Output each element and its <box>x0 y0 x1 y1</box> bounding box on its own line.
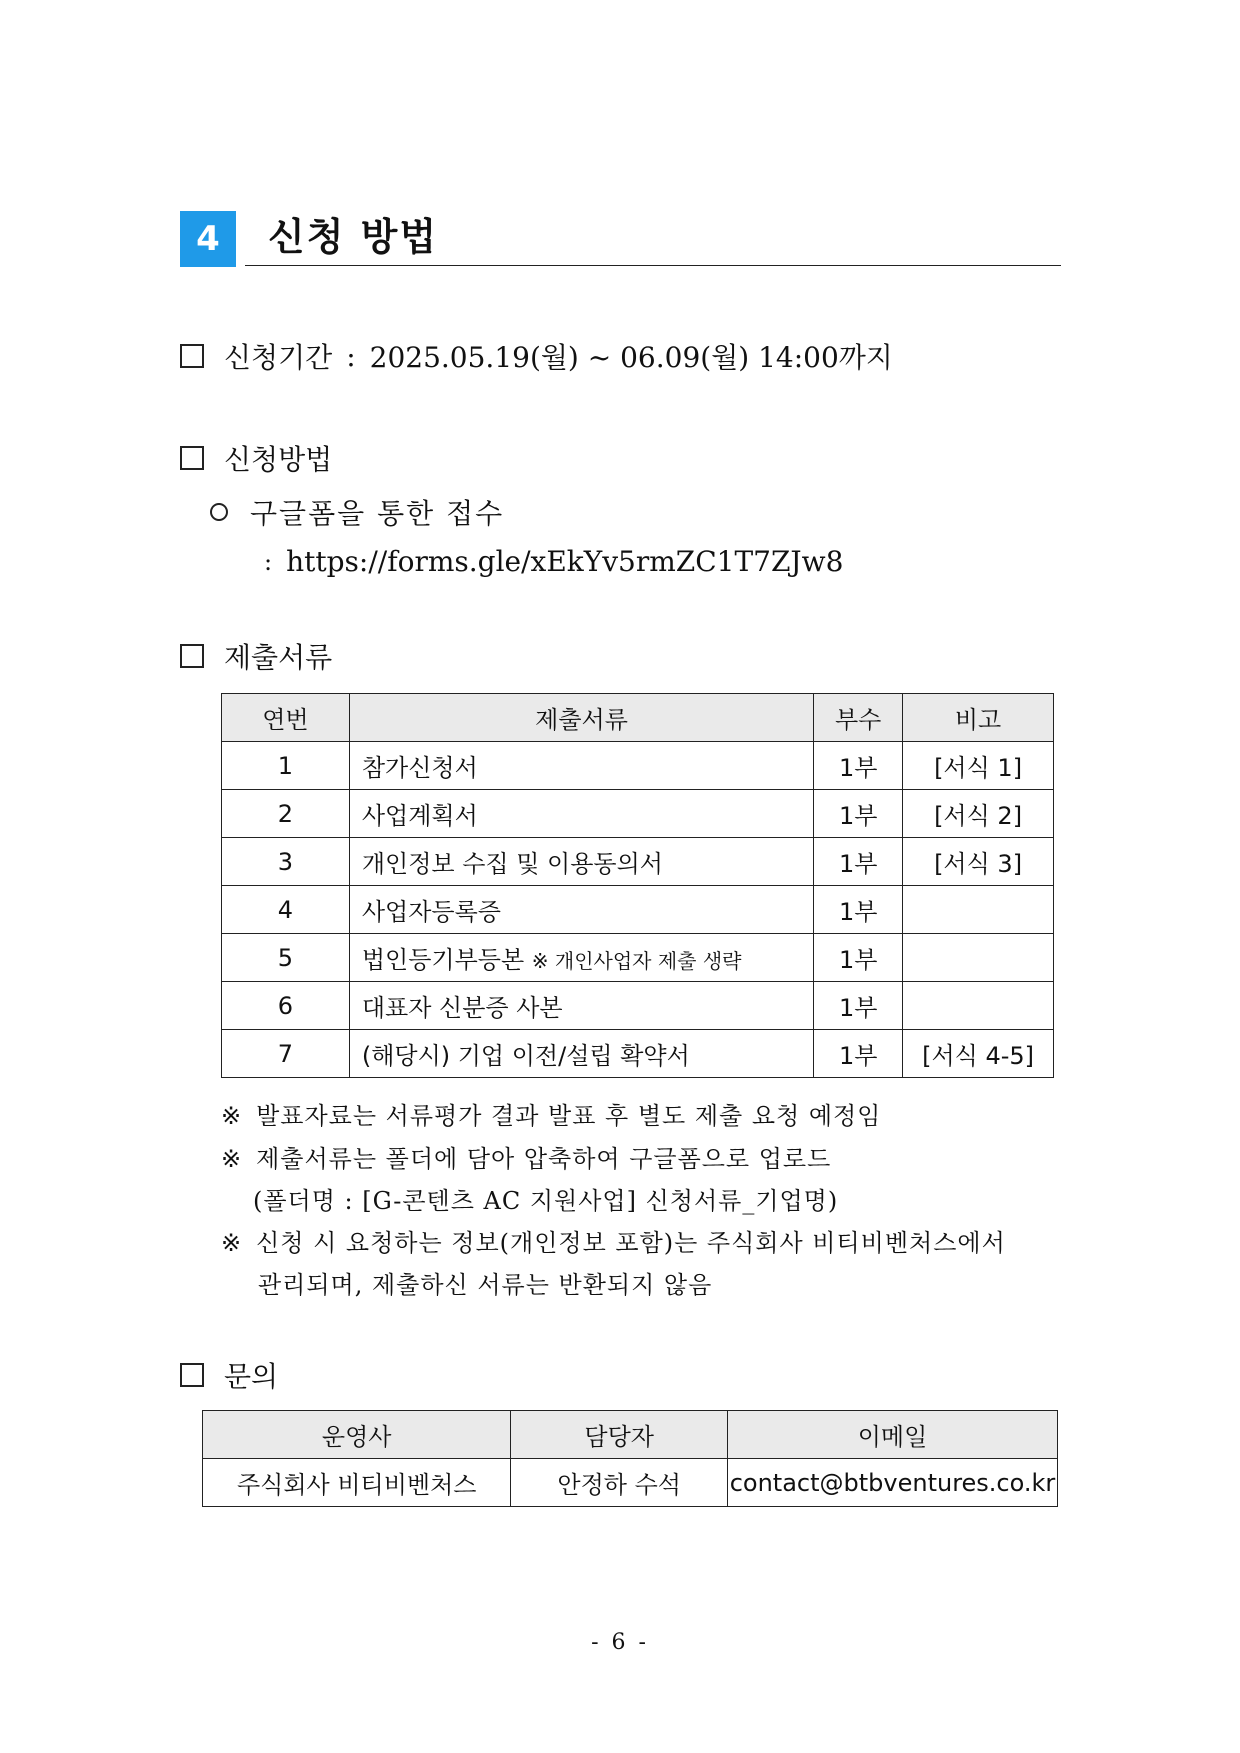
remark-3-continued: 관리되며, 제출하신 서류는 반환되지 않음 <box>258 1271 713 1299</box>
row-count: 1부 <box>814 838 903 886</box>
reference-mark: ※ <box>221 1102 243 1130</box>
row-name: (해당시) 기업 이전/설립 확약서 <box>349 1030 813 1078</box>
remark-1-text: 발표자료는 서류평가 결과 발표 후 별도 제출 요청 예정임 <box>256 1102 882 1130</box>
table-row <box>222 838 1054 886</box>
section-number-badge: 4 <box>180 211 236 267</box>
row-remark: [서식 1] <box>903 742 1054 790</box>
method-label: 신청방법 <box>224 443 333 476</box>
documents-table-header <box>222 694 1054 742</box>
method-item-text: 구글폼을 통한 접수 <box>250 497 505 530</box>
method-url-line <box>264 545 843 578</box>
contact-table-header <box>203 1411 1058 1459</box>
row-name: 법인등기부등본 <box>361 946 525 974</box>
row-name: 사업자등록증 <box>349 886 813 934</box>
documents-label: 제출서류 <box>224 641 333 674</box>
section-title: 신청 방법 <box>268 215 439 259</box>
square-bullet-icon <box>180 644 204 668</box>
period-line <box>180 336 893 376</box>
row-name: 대표자 신분증 사본 <box>349 982 813 1030</box>
method-item <box>210 492 504 532</box>
header-operator: 운영사 <box>203 1411 511 1459</box>
contact-label: 문의 <box>224 1360 279 1393</box>
table-row <box>203 1459 1058 1507</box>
remark-2-text: 제출서류는 폴더에 담아 압축하여 구글폼으로 업로드 <box>256 1145 832 1173</box>
row-no: 3 <box>222 838 350 886</box>
row-count: 1부 <box>814 934 903 982</box>
row-no: 7 <box>222 1030 350 1078</box>
header-name: 제출서류 <box>349 694 813 742</box>
remark-3 <box>221 1223 1006 1258</box>
table-row <box>222 790 1054 838</box>
header-count: 부수 <box>814 694 903 742</box>
period-value: 2025.05.19(월) ~ 06.09(월) 14:00까지 <box>369 341 893 374</box>
square-bullet-icon <box>180 446 204 470</box>
row-name: 개인정보 수집 및 이용동의서 <box>349 838 813 886</box>
row-note: ※ 개인사업자 제출 생략 <box>531 949 742 973</box>
row-no: 4 <box>222 886 350 934</box>
row-remark <box>903 934 1054 982</box>
row-remark <box>903 982 1054 1030</box>
row-remark <box>903 886 1054 934</box>
section-title-underline <box>245 265 1061 266</box>
page-number: - 6 - <box>591 1630 649 1655</box>
application-form-link[interactable]: https://forms.gle/xEkYv5rmZC1T7ZJw8 <box>286 545 844 578</box>
row-name: 참가신청서 <box>349 742 813 790</box>
documents-table <box>221 693 1054 1078</box>
row-name: 사업계획서 <box>349 790 813 838</box>
documents-heading <box>180 636 332 676</box>
row-no: 2 <box>222 790 350 838</box>
header-person: 담당자 <box>511 1411 728 1459</box>
header-email: 이메일 <box>728 1411 1058 1459</box>
table-row <box>222 982 1054 1030</box>
contact-heading <box>180 1355 278 1395</box>
row-count: 1부 <box>814 982 903 1030</box>
row-count: 1부 <box>814 742 903 790</box>
period-label: 신청기간 <box>224 341 333 374</box>
header-remark: 비고 <box>903 694 1054 742</box>
row-count: 1부 <box>814 1030 903 1078</box>
period-separator: : <box>346 339 356 373</box>
row-remark: [서식 4-5] <box>903 1030 1054 1078</box>
header-no: 연번 <box>222 694 350 742</box>
url-prefix: : <box>264 547 273 576</box>
contact-person: 안정하 수석 <box>511 1459 728 1507</box>
square-bullet-icon <box>180 1363 204 1387</box>
row-no: 5 <box>222 934 350 982</box>
row-count: 1부 <box>814 886 903 934</box>
row-no: 1 <box>222 742 350 790</box>
contact-email-link[interactable]: contact@btbventures.co.kr <box>728 1459 1058 1507</box>
row-remark: [서식 2] <box>903 790 1054 838</box>
reference-mark: ※ <box>221 1145 243 1173</box>
contact-operator: 주식회사 비티비벤처스 <box>203 1459 511 1507</box>
row-name-with-note <box>349 934 813 982</box>
table-row <box>222 742 1054 790</box>
method-heading <box>180 438 332 478</box>
table-row <box>222 1030 1054 1078</box>
row-remark: [서식 3] <box>903 838 1054 886</box>
circle-bullet-icon <box>210 503 228 521</box>
row-count: 1부 <box>814 790 903 838</box>
remark-3-text: 신청 시 요청하는 정보(개인정보 포함)는 주식회사 비티비벤처스에서 <box>256 1229 1006 1257</box>
table-row <box>222 886 1054 934</box>
row-no: 6 <box>222 982 350 1030</box>
contact-table <box>202 1410 1058 1507</box>
reference-mark: ※ <box>221 1229 243 1257</box>
table-row <box>222 934 1054 982</box>
remark-2-folder-name: (폴더명 : [G-콘텐츠 AC 지원사업] 신청서류_기업명) <box>253 1187 839 1215</box>
remark-2 <box>221 1139 831 1174</box>
square-bullet-icon <box>180 344 204 368</box>
remark-1 <box>221 1096 881 1131</box>
